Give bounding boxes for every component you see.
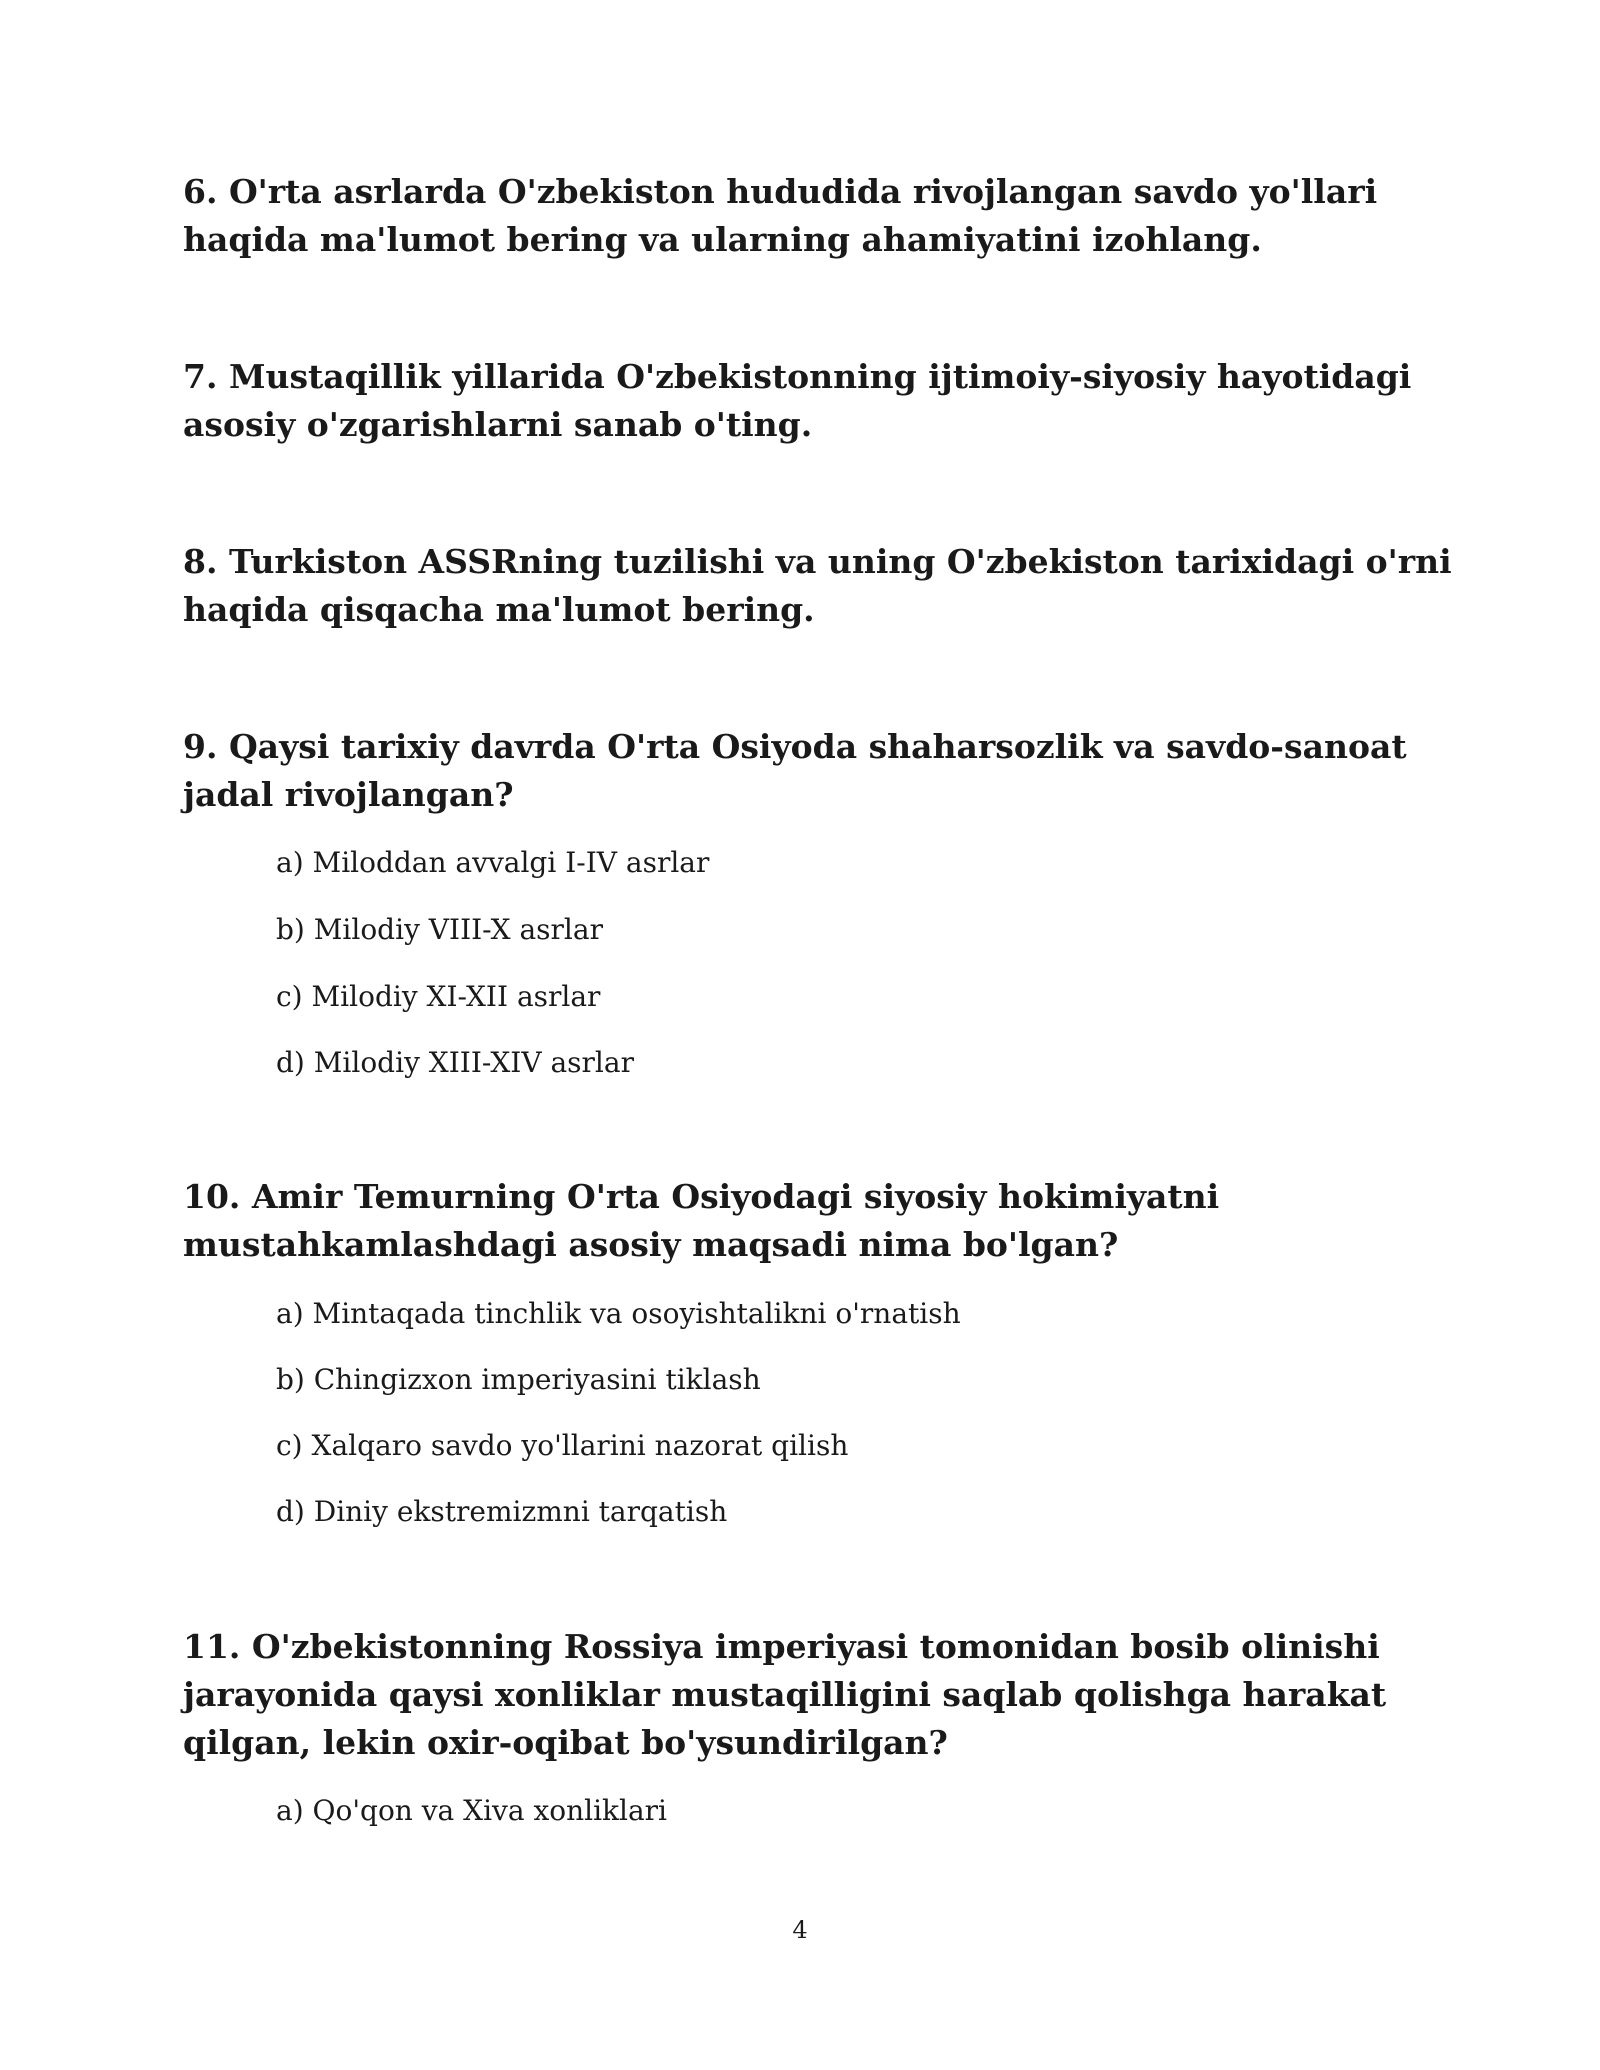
question-6: 6. O'rta asrlarda O'zbekiston hududida rivojlangan savdo yo'llari haqida ma'lumot bering va ularning ahamiyatini izohlang. [183, 172, 1378, 259]
question-10-option-a: a) Mintaqada tinchlik va osoyishtalikni o'rnatish [276, 1297, 961, 1330]
question-9-option-c: c) Milodiy XI-XII asrlar [276, 980, 601, 1013]
question-10: 10. Amir Temurning O'rta Osiyodagi siyosiy hokimiyatni mustahkamlashdagi asosiy maqsadi nima bo'lgan? [183, 1177, 1220, 1264]
question-9-option-d: d) Milodiy XIII-XIV asrlar [276, 1046, 634, 1079]
question-9-option-a: a) Miloddan avvalgi I-IV asrlar [276, 846, 710, 879]
question-8: 8. Turkiston ASSRning tuzilishi va uning O'zbekiston tarixidagi o'rni haqida qisqacha ma'lumot bering. [183, 542, 1452, 629]
question-10-option-b: b) Chingizxon imperiyasini tiklash [276, 1363, 761, 1396]
question-11: 11. O'zbekistonning Rossiya imperiyasi tomonidan bosib olinishi jarayonida qaysi xonliklar mustaqilligini saqlab qolishga harakat qilgan, lekin oxir-oqibat bo'ysundirilgan? [183, 1627, 1387, 1762]
question-9-option-b: b) Milodiy VIII-X asrlar [276, 913, 603, 946]
question-10-option-c: c) Xalqaro savdo yo'llarini nazorat qilish [276, 1429, 849, 1462]
question-7: 7. Mustaqillik yillarida O'zbekistonning ijtimoiy-siyosiy hayotidagi asosiy o'zgarishlarni sanab o'ting. [183, 357, 1412, 444]
question-11-option-a: a) Qo'qon va Xiva xonliklari [276, 1794, 668, 1827]
page-number: 4 [792, 1916, 808, 1944]
question-10-option-d: d) Diniy ekstremizmni tarqatish [276, 1495, 728, 1528]
question-9: 9. Qaysi tarixiy davrda O'rta Osiyoda shaharsozlik va savdo-sanoat jadal rivojlangan? [183, 727, 1407, 814]
